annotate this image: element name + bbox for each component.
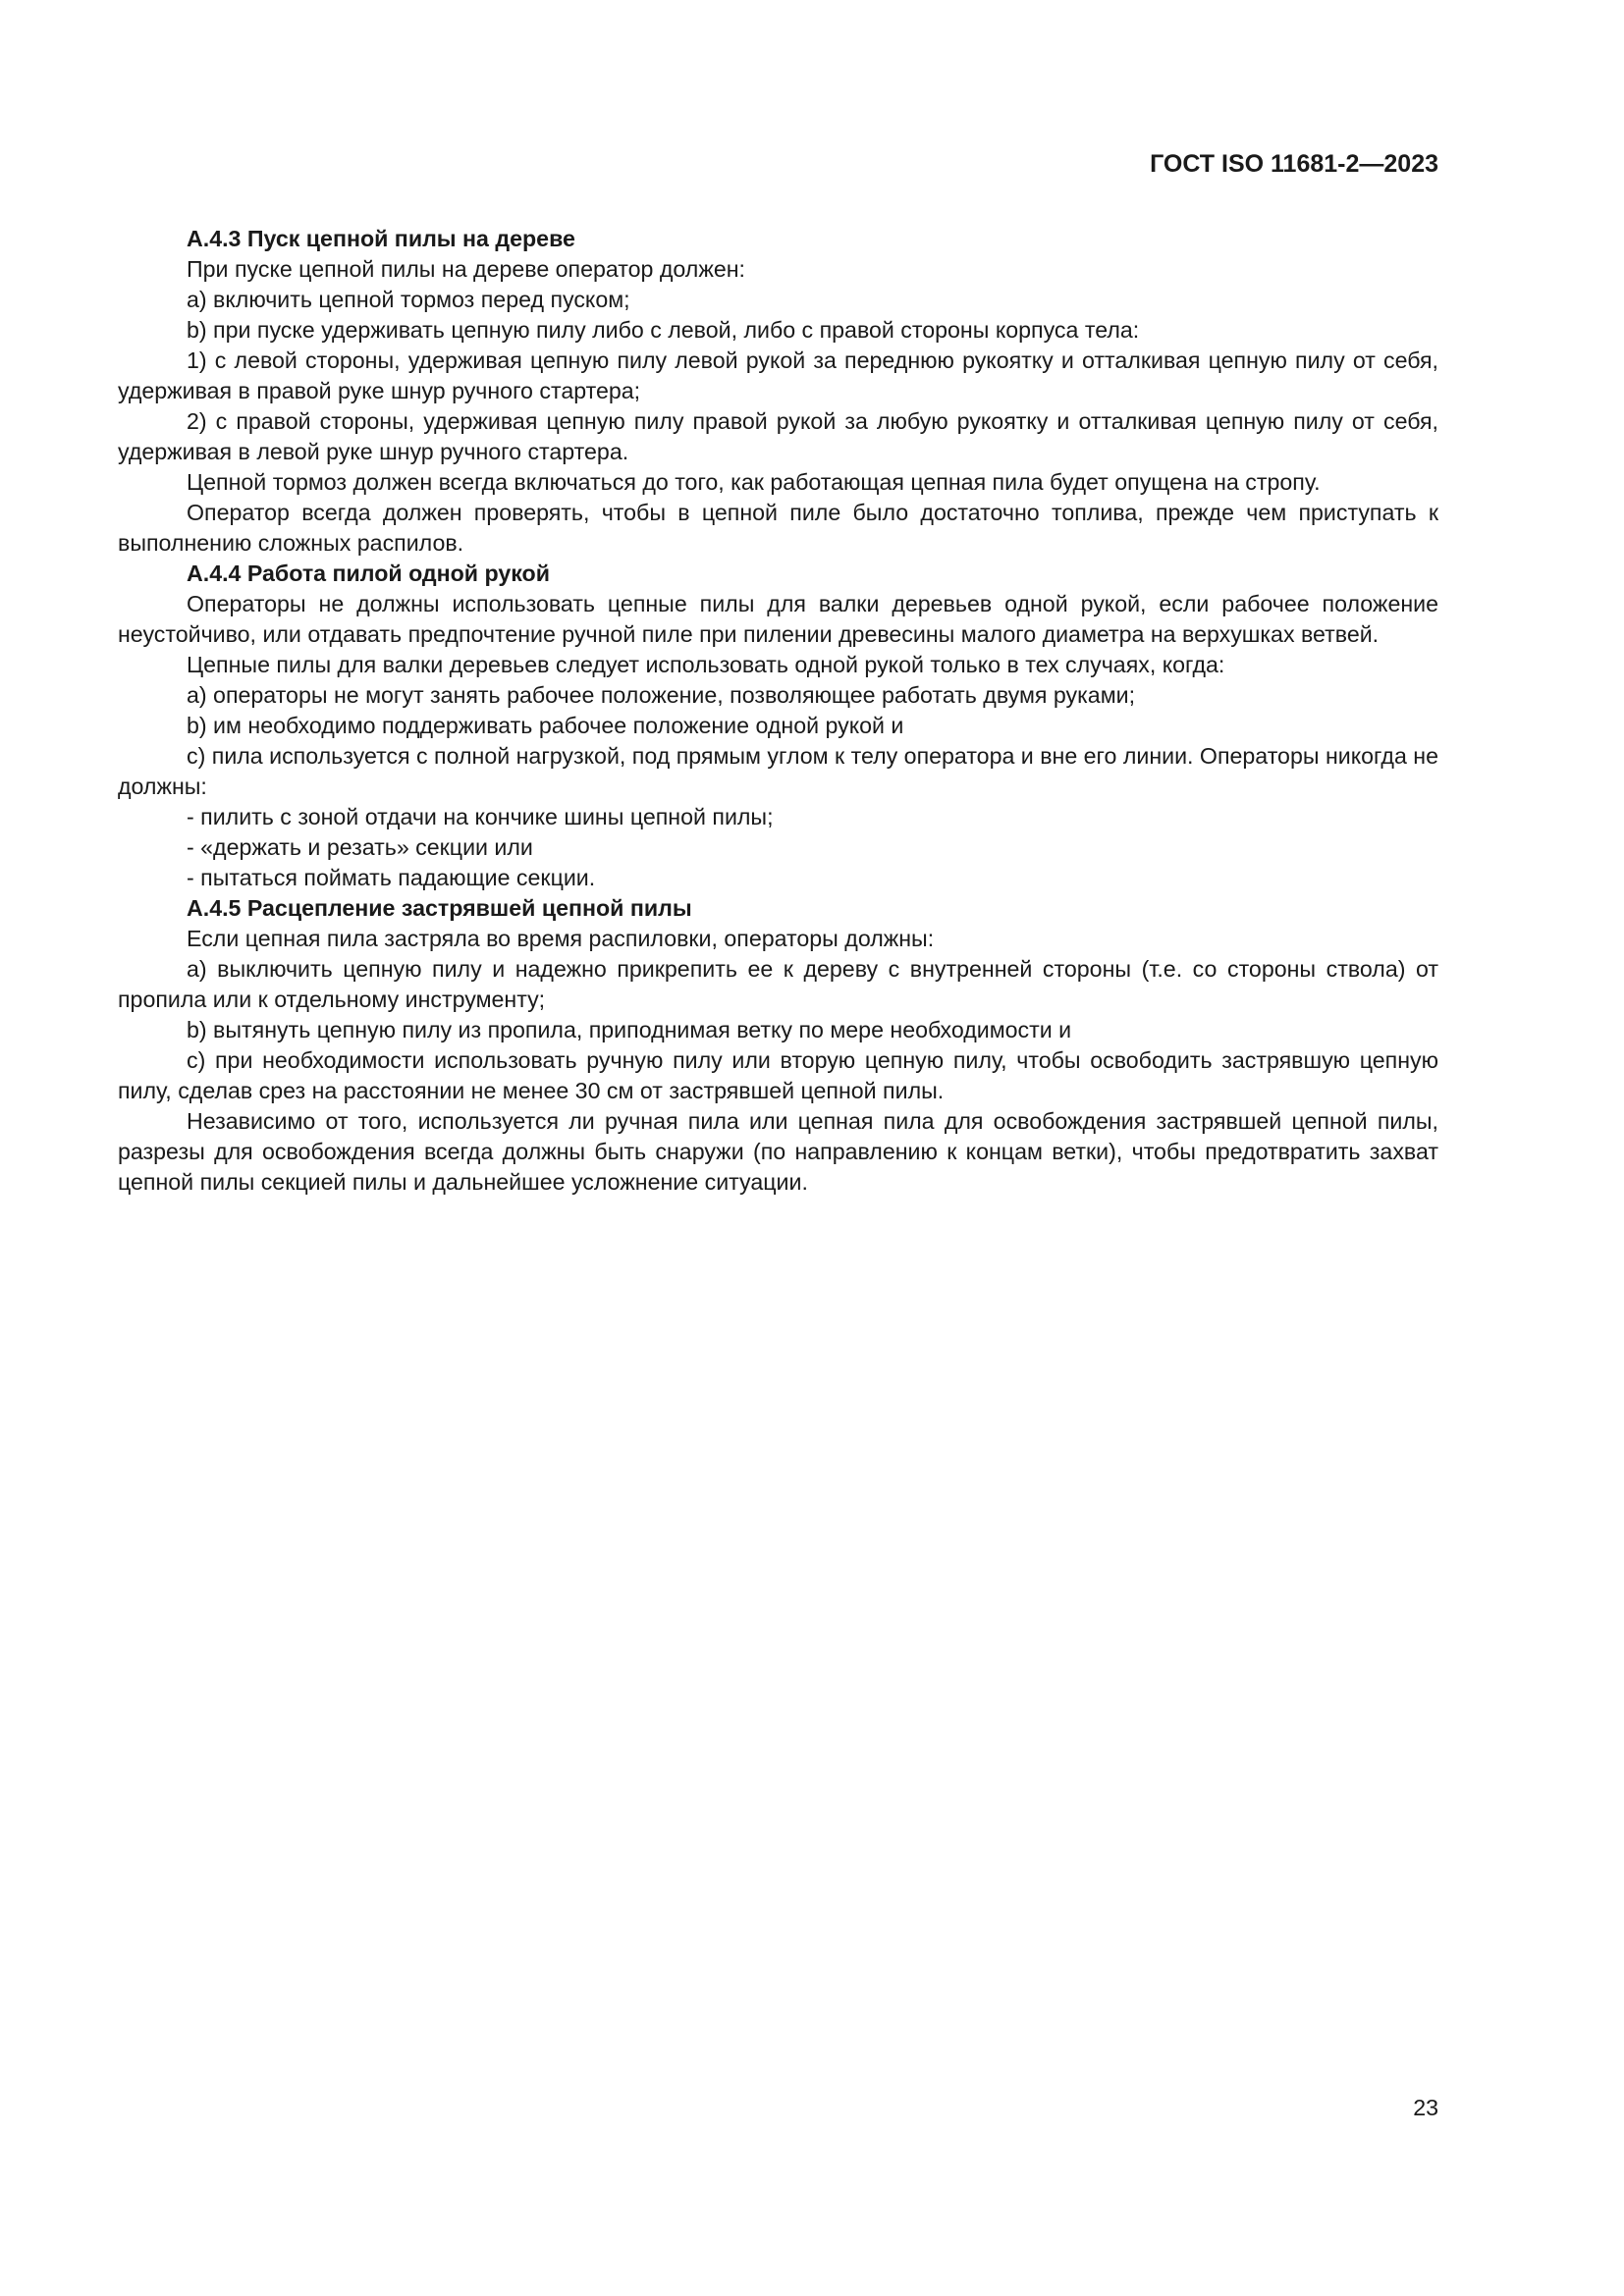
list-item: c) при необходимости использовать ручную пилу или вторую цепную пилу, чтобы освободить застрявшую цепную пилу, сделав срез на расстоянии не менее 30 см от застрявшей цепной пилы. <box>118 1047 1438 1103</box>
dash-item: - «держать и резать» секции или <box>187 834 533 860</box>
list-item: 2) с правой стороны, удерживая цепную пилу правой рукой за любую рукоятку и отталкивая цепную пилу от себя, удерживая в левой руке шнур ручного стартера. <box>118 408 1438 464</box>
paragraph: При пуске цепной пилы на дереве оператор должен: <box>187 256 745 282</box>
page-number: 23 <box>1413 2095 1438 2120</box>
document-header: ГОСТ ISO 11681-2—2023 <box>1150 150 1438 178</box>
paragraph: Цепные пилы для валки деревьев следует использовать одной рукой только в тех случаях, когда: <box>187 652 1225 677</box>
dash-item: - пилить с зоной отдачи на кончике шины цепной пилы; <box>187 804 774 829</box>
paragraph: Цепной тормоз должен всегда включаться до того, как работающая цепная пила будет опущена на стропу. <box>187 469 1321 495</box>
list-item: b) вытянуть цепную пилу из пропила, приподнимая ветку по мере необходимости и <box>187 1017 1072 1042</box>
list-item: b) им необходимо поддерживать рабочее положение одной рукой и <box>187 713 904 738</box>
list-item: a) включить цепной тормоз перед пуском; <box>187 287 630 312</box>
paragraph: Независимо от того, используется ли ручная пила или цепная пила для освобождения застрявшей цепной пилы, разрезы для освобождения всегда должны быть снаружи (по направлению к концам ветки), чтобы предотвратить захват цепной пилы секцией пилы и дальнейшее усложнение ситуации. <box>118 1108 1438 1195</box>
list-item: 1) с левой стороны, удерживая цепную пилу левой рукой за переднюю рукоятку и отталкивая цепную пилу от себя, удерживая в правой руке шнур ручного стартера; <box>118 347 1438 403</box>
document-body <box>118 224 1438 1198</box>
paragraph: Оператор всегда должен проверять, чтобы в цепной пиле было достаточно топлива, прежде чем приступать к выполнению сложных распилов. <box>118 500 1438 556</box>
section-heading: А.4.3 Пуск цепной пилы на дереве <box>187 226 575 251</box>
paragraph: Если цепная пила застряла во время распиловки, операторы должны: <box>187 926 935 951</box>
list-item: c) пила используется с полной нагрузкой, под прямым углом к телу оператора и вне его линии. Операторы никогда не должны: <box>118 743 1438 799</box>
section-heading: А.4.4 Работа пилой одной рукой <box>187 561 550 586</box>
dash-item: - пытаться поймать падающие секции. <box>187 865 596 890</box>
list-item: b) при пуске удерживать цепную пилу либо с левой, либо с правой стороны корпуса тела: <box>187 317 1140 343</box>
paragraph: Операторы не должны использовать цепные пилы для валки деревьев одной рукой, если рабочее положение неустойчиво, или отдавать предпочтение ручной пиле при пилении древесины малого диаметра на верхушках ветвей. <box>118 591 1438 647</box>
list-item: a) выключить цепную пилу и надежно прикрепить ее к дереву с внутренней стороны (т.е. со стороны ствола) от пропила или к отдельному инструменту; <box>118 956 1438 1012</box>
section-heading: А.4.5 Расцепление застрявшей цепной пилы <box>187 895 692 921</box>
list-item: a) операторы не могут занять рабочее положение, позволяющее работать двумя руками; <box>187 682 1136 708</box>
